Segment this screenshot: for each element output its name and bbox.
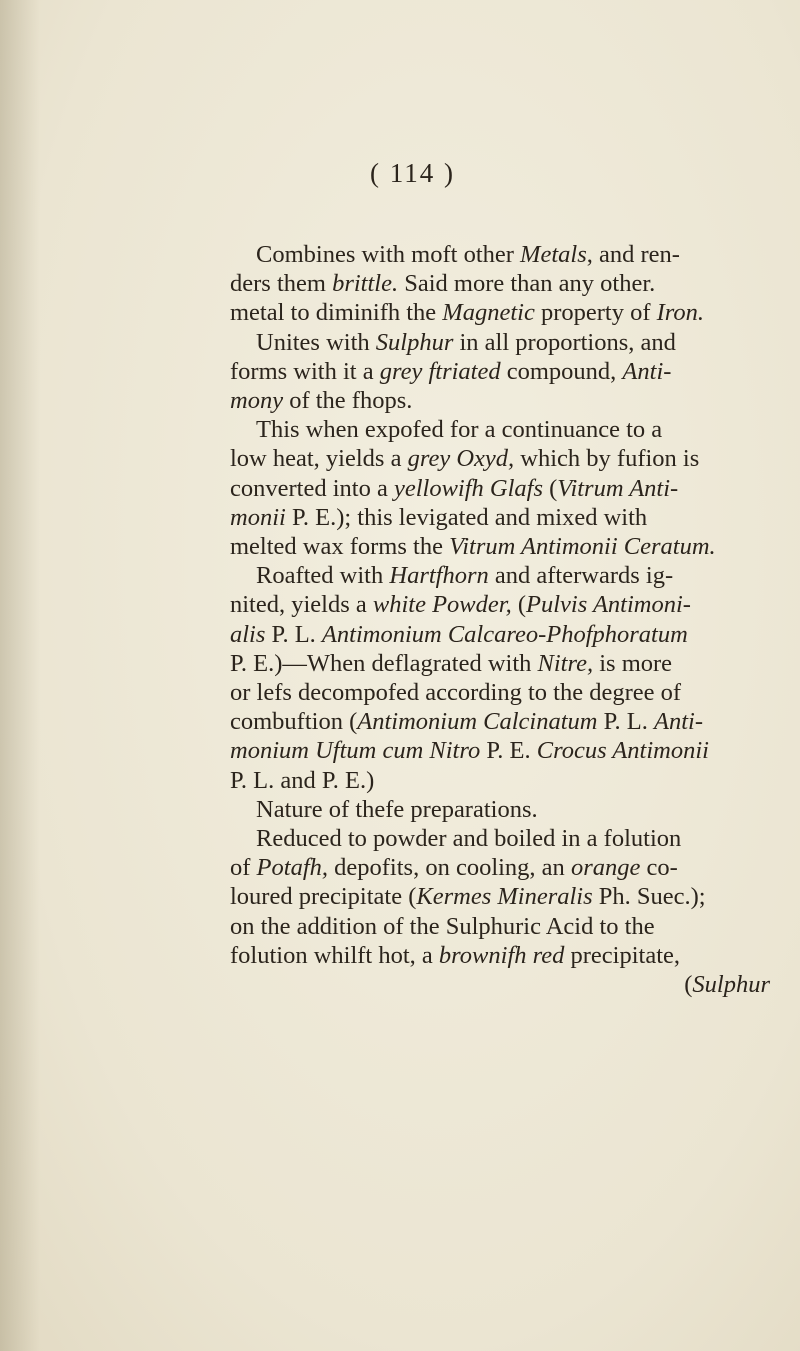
text-segment: or lefs decompofed according to the degree of xyxy=(230,679,682,707)
italic-text: yellowifh Glafs xyxy=(393,474,543,502)
italic-text: Potafh, xyxy=(256,854,329,882)
text-segment: co- xyxy=(640,854,678,882)
italic-text: Kermes Mineralis xyxy=(416,883,593,911)
italic-text: Sulphur xyxy=(375,328,454,356)
text-segment: is more xyxy=(593,649,673,677)
text-segment: in all proportions, and xyxy=(453,328,676,356)
italic-text: alis xyxy=(230,620,266,648)
italic-text: mony xyxy=(230,387,284,415)
text-segment: ( xyxy=(684,971,693,999)
text-segment: which by fufion is xyxy=(514,445,700,473)
text-line xyxy=(230,298,770,327)
text-line xyxy=(230,766,770,795)
italic-text: grey Oxyd, xyxy=(407,445,515,473)
text-segment: compound, xyxy=(500,357,623,385)
text-segment: ders them xyxy=(230,270,333,298)
italic-text: Magnetic xyxy=(442,299,535,327)
text-segment: P. L. xyxy=(597,708,654,736)
text-segment: depofits, on cooling, an xyxy=(328,854,571,882)
italic-text: Anti- xyxy=(654,708,703,736)
text-segment: ( xyxy=(543,474,558,502)
text-line xyxy=(230,561,770,590)
text-segment: Ph. Suec.); xyxy=(592,883,706,911)
text-segment: Nature of thefe preparations. xyxy=(256,795,538,823)
text-line xyxy=(230,853,770,882)
text-line xyxy=(230,736,770,765)
italic-text: brownifh red xyxy=(438,941,565,969)
text-segment: on the addition of the Sulphuric Acid to the xyxy=(230,912,655,940)
text-line xyxy=(230,328,770,357)
text-segment: P. E.)—When deflagrated with xyxy=(230,649,538,677)
text-line xyxy=(230,620,770,649)
text-line xyxy=(230,444,770,473)
text-line xyxy=(230,240,770,269)
italic-text: Sulphur xyxy=(692,971,770,999)
italic-text: Hartfhorn xyxy=(389,562,489,590)
text-segment: P. L. xyxy=(265,620,322,648)
text-segment: , and ren- xyxy=(586,241,680,268)
italic-text: Vitrum Anti- xyxy=(557,474,679,502)
text-line xyxy=(230,357,770,386)
italic-text: white Powder, xyxy=(372,591,512,619)
text-line xyxy=(230,532,770,561)
text-segment: of xyxy=(230,854,257,882)
text-line xyxy=(230,941,770,970)
italic-text: monii xyxy=(230,503,286,531)
text-line xyxy=(230,474,770,503)
italic-text: Anti- xyxy=(622,357,672,385)
text-segment: low heat, yields a xyxy=(230,445,408,473)
text-line xyxy=(230,707,770,736)
text-segment: converted into a xyxy=(230,474,394,502)
text-line xyxy=(230,795,770,824)
text-line xyxy=(230,386,770,415)
italic-text: Metals xyxy=(520,241,587,268)
text-segment: of the fhops. xyxy=(283,387,413,415)
italic-text: monium Uftum cum Nitro xyxy=(230,737,481,765)
italic-text: Crocus Antimonii xyxy=(536,737,709,765)
text-line xyxy=(230,678,770,707)
italic-text: Iron. xyxy=(656,299,705,327)
text-segment: precipitate, xyxy=(564,941,681,969)
body-text xyxy=(230,240,770,999)
italic-text: Vitrum Antimonii Ceratum. xyxy=(449,533,716,561)
text-segment: melted wax forms the xyxy=(230,533,450,561)
text-segment: P. E.); this levigated and mixed with xyxy=(285,503,648,531)
italic-text: grey ftriated xyxy=(379,357,501,385)
text-segment: Roafted with xyxy=(256,562,390,590)
italic-text: orange xyxy=(570,854,641,882)
text-segment: Said more than any other. xyxy=(398,270,656,298)
text-segment: Combines with moft other xyxy=(256,241,521,268)
text-line xyxy=(230,590,770,619)
text-line xyxy=(230,503,770,532)
text-segment: and afterwards ig- xyxy=(488,562,674,590)
text-line xyxy=(230,269,770,298)
text-segment: combuftion ( xyxy=(230,708,358,736)
text-segment: P. L. and P. E.) xyxy=(230,766,375,794)
text-segment: ( xyxy=(511,591,527,619)
text-line xyxy=(230,882,770,911)
text-segment: folution whilft hot, a xyxy=(230,941,439,969)
text-line xyxy=(230,912,770,941)
page-number: ( 114 ) xyxy=(370,158,455,188)
italic-text: brittle. xyxy=(332,270,399,298)
text-segment: Reduced to powder and boiled in a folution xyxy=(256,825,682,853)
text-segment: loured precipitate ( xyxy=(230,883,417,911)
page-edge-shadow xyxy=(0,0,40,1351)
text-segment: property of xyxy=(534,299,657,327)
text-segment: This when expofed for a continuance to a xyxy=(256,416,663,444)
text-segment: forms with it a xyxy=(230,357,380,385)
text-segment: nited, yields a xyxy=(230,591,373,619)
text-segment: Unites with xyxy=(256,328,376,356)
text-line xyxy=(230,970,770,999)
italic-text: Pulvis Antimoni- xyxy=(526,591,691,619)
text-line xyxy=(230,824,770,853)
italic-text: Antimonium Calcareo-Phofphoratum xyxy=(321,620,688,648)
text-segment: metal to diminifh the xyxy=(230,299,443,327)
text-line xyxy=(230,415,770,444)
italic-text: Nitre, xyxy=(537,649,594,677)
text-segment: P. E. xyxy=(480,737,537,765)
italic-text: Antimonium Calcinatum xyxy=(357,708,598,736)
text-line xyxy=(230,649,770,678)
